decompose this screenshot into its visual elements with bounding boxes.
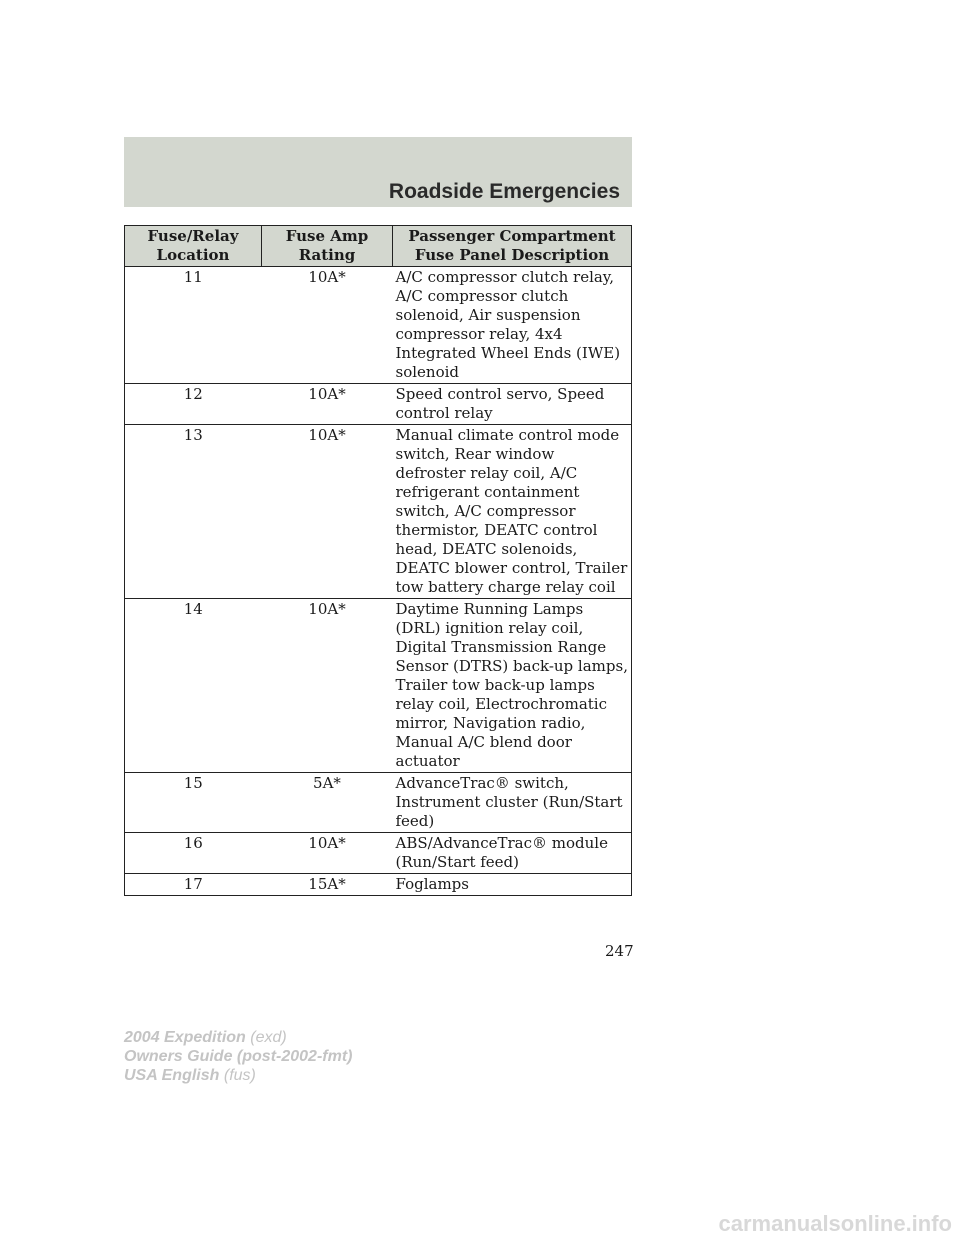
fuse-amp-rating: 10A* xyxy=(262,599,393,773)
fuse-location: 15 xyxy=(125,773,262,833)
fuse-amp-rating: 10A* xyxy=(262,384,393,425)
fuse-location: 13 xyxy=(125,425,262,599)
fuse-description: A/C compressor clutch relay, A/C compressor clutch solenoid, Air suspension compressor relay, 4x4 Integrated Wheel Ends (IWE) solenoid xyxy=(393,267,632,384)
fuse-description: ABS/AdvanceTrac® module (Run/Start feed) xyxy=(393,833,632,874)
page-number: 247 xyxy=(605,942,634,960)
column-header-description: Passenger Compartment Fuse Panel Description xyxy=(393,226,632,267)
fuse-location: 14 xyxy=(125,599,262,773)
table-row xyxy=(125,599,632,773)
table-row xyxy=(125,384,632,425)
table-row xyxy=(125,267,632,384)
fuse-description: Speed control servo, Speed control relay xyxy=(393,384,632,425)
document-footer xyxy=(124,1028,352,1085)
fuse-amp-rating: 10A* xyxy=(262,425,393,599)
fuse-table xyxy=(124,225,632,896)
fuse-description: Daytime Running Lamps (DRL) ignition relay coil, Digital Transmission Range Sensor (DTRS) back-up lamps, Trailer tow back-up lamps relay coil, Electrochromatic mirror, Navigation radio, Manual A/C blend door actuator xyxy=(393,599,632,773)
fuse-location: 16 xyxy=(125,833,262,874)
fuse-description: Foglamps xyxy=(393,874,632,896)
table-row xyxy=(125,773,632,833)
fuse-location: 11 xyxy=(125,267,262,384)
fuse-amp-rating: 5A* xyxy=(262,773,393,833)
column-header-amp-rating: Fuse Amp Rating xyxy=(262,226,393,267)
fuse-amp-rating: 10A* xyxy=(262,833,393,874)
fuse-location: 12 xyxy=(125,384,262,425)
table-row xyxy=(125,874,632,896)
fuse-location: 17 xyxy=(125,874,262,896)
fuse-amp-rating: 15A* xyxy=(262,874,393,896)
footer-language-code: (fus) xyxy=(223,1067,256,1084)
footer-language: USA English xyxy=(124,1067,220,1084)
fuse-description: AdvanceTrac® switch, Instrument cluster (Run/Start feed) xyxy=(393,773,632,833)
column-header-location: Fuse/Relay Location xyxy=(125,226,262,267)
section-title: Roadside Emergencies xyxy=(388,180,620,203)
table-header-row xyxy=(125,226,632,267)
table-row xyxy=(125,833,632,874)
table-row xyxy=(125,425,632,599)
watermark: carmanualsonline.info xyxy=(718,1211,952,1236)
footer-model: 2004 Expedition xyxy=(124,1029,246,1046)
fuse-description: Manual climate control mode switch, Rear window defroster relay coil, A/C refrigerant containment switch, A/C compressor thermistor, DEATC control head, DEATC solenoids, DEATC blower control, Trailer tow battery charge relay coil xyxy=(393,425,632,599)
footer-model-code: (exd) xyxy=(250,1029,287,1046)
fuse-amp-rating: 10A* xyxy=(262,267,393,384)
section-header-band xyxy=(124,137,632,207)
footer-guide: Owners Guide (post-2002-fmt) xyxy=(124,1048,353,1065)
